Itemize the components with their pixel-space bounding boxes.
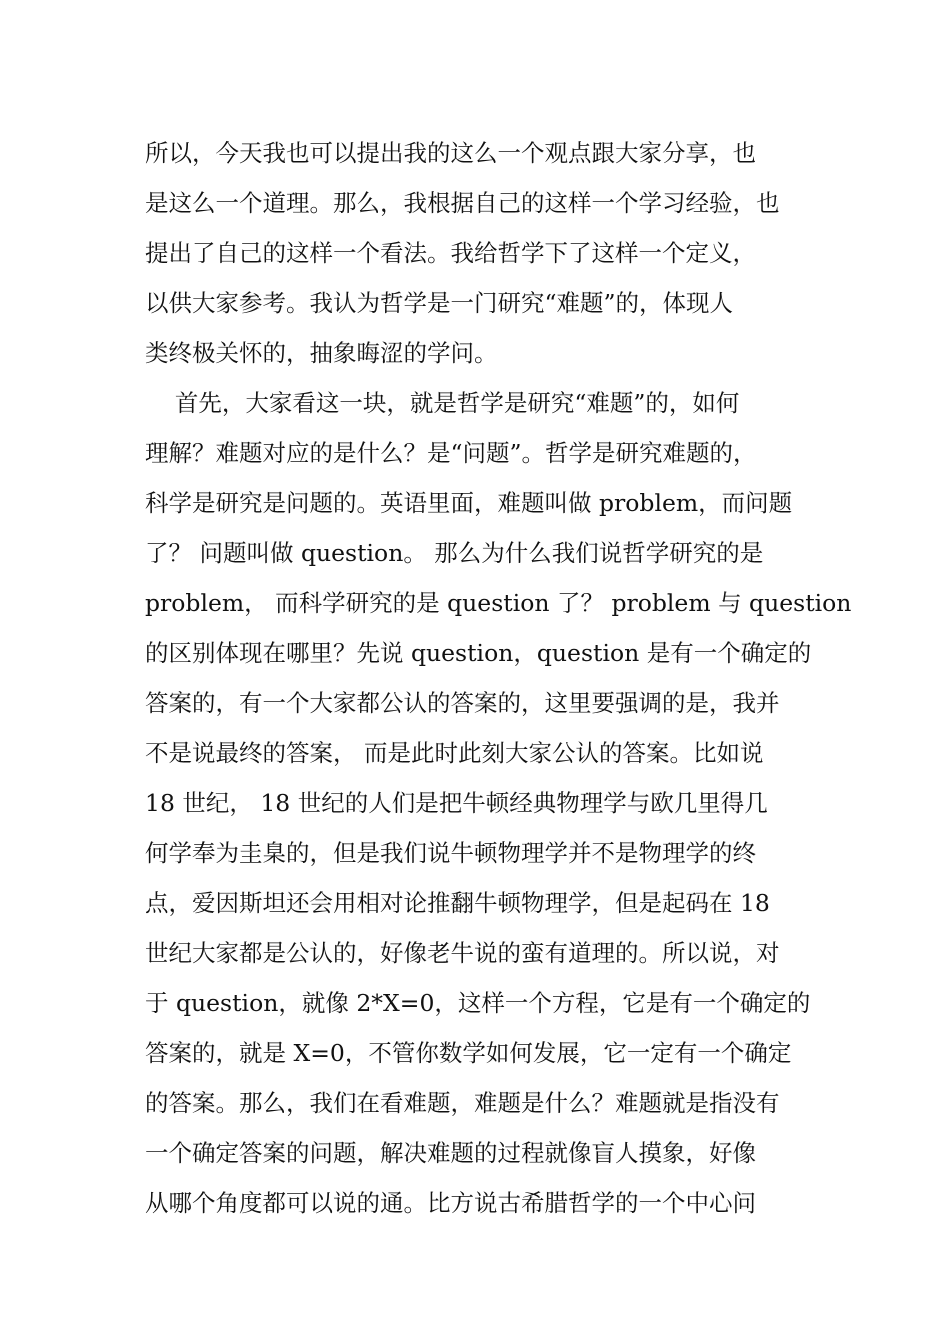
text-line: 答案的，有一个大家都公认的答案的，这里要强调的是，我并: [145, 689, 780, 717]
text-line: 理解？难题对应的是什么？是“问题”。哲学是研究难题的，: [145, 439, 757, 467]
text-line: problem， 而科学研究的是 question 了？ problem 与 question: [145, 589, 852, 617]
text-line: 于 question，就像 2*X=0，这样一个方程，它是有一个确定的: [145, 989, 811, 1017]
text-line: 的答案。那么，我们在看难题，难题是什么？难题就是指没有: [145, 1089, 780, 1117]
text-line: 类终极关怀的，抽象晦涩的学问。: [145, 339, 498, 367]
text-line: 从哪个角度都可以说的通。比方说古希腊哲学的一个中心问: [145, 1189, 756, 1217]
text-line: 的区别体现在哪里？先说 question，question 是有一个确定的: [145, 639, 812, 667]
text-line: 世纪大家都是公认的，好像老牛说的蛮有道理的。所以说，对: [145, 939, 780, 967]
text-line: 是这么一个道理。那么，我根据自己的这样一个学习经验，也: [145, 189, 780, 217]
text-line: 提出了自己的这样一个看法。我给哲学下了这样一个定义，: [145, 239, 756, 267]
text-line: 18 世纪， 18 世纪的人们是把牛顿经典物理学与欧几里得几: [145, 789, 768, 817]
text-line: 首先，大家看这一块，就是哲学是研究“难题”的，如何: [145, 389, 740, 417]
text-line: 以供大家参考。我认为哲学是一门研究“难题”的，体现人: [145, 289, 734, 317]
body-text: [145, 128, 852, 1228]
text-line: 点，爱因斯坦还会用相对论推翻牛顿物理学，但是起码在 18: [145, 889, 770, 917]
text-line: 了？ 问题叫做 question。 那么为什么我们说哲学研究的是: [145, 539, 764, 567]
text-line: 所以，今天我也可以提出我的这么一个观点跟大家分享，也: [145, 139, 756, 167]
text-line: 一个确定答案的问题，解决难题的过程就像盲人摸象，好像: [145, 1139, 756, 1167]
text-line: 何学奉为圭臬的，但是我们说牛顿物理学并不是物理学的终: [145, 839, 756, 867]
text-line: 不是说最终的答案， 而是此时此刻大家公认的答案。比如说: [145, 739, 764, 767]
text-line: 科学是研究是问题的。英语里面，难题叫做 problem，而问题: [145, 489, 793, 517]
text-line: 答案的，就是 X=0，不管你数学如何发展，它一定有一个确定: [145, 1039, 792, 1067]
